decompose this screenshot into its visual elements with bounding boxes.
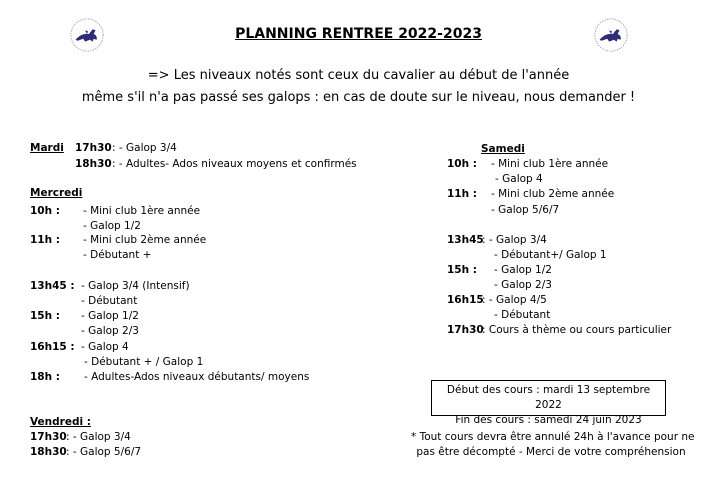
samedi-text: - Galop 2/3 bbox=[494, 279, 552, 291]
mercredi-text: - Galop 1/2 bbox=[81, 310, 139, 322]
mercredi-text: - Débutant + / Galop 1 bbox=[84, 356, 204, 368]
mercredi-text: - Mini club 1ère année bbox=[83, 205, 201, 217]
course-dates-box bbox=[431, 380, 666, 426]
mardi-text-2: : - Adultes- Ados niveaux moyens et confirmés bbox=[112, 158, 357, 170]
mercredi-text: - Galop 4 bbox=[81, 341, 129, 353]
samedi-text: - Mini club 1ère année bbox=[491, 158, 609, 170]
samedi-time: 15h : bbox=[447, 264, 477, 276]
vendredi-text: : - Galop 3/4 bbox=[66, 431, 131, 443]
samedi-time: 17h30 bbox=[447, 324, 484, 336]
intro-line-1: => Les niveaux notés sont ceux du cavalier au début de l'année bbox=[147, 68, 570, 83]
mercredi-text: - Débutant bbox=[81, 295, 138, 307]
mercredi-text: - Galop 3/4 (Intensif) bbox=[81, 280, 190, 292]
samedi-text: : Cours à thème ou cours particulier bbox=[482, 324, 672, 336]
samedi-text: - Mini club 2ème année bbox=[491, 188, 615, 200]
vendredi-time: 18h30 bbox=[30, 446, 67, 458]
day-mardi: Mardi bbox=[30, 142, 64, 154]
mardi-time-2: 18h30 bbox=[75, 158, 112, 170]
mercredi-time: 11h : bbox=[30, 234, 60, 246]
mercredi-text: - Débutant + bbox=[83, 249, 152, 261]
mercredi-text: - Galop 2/3 bbox=[81, 325, 139, 337]
samedi-text: - Galop 1/2 bbox=[494, 264, 552, 276]
samedi-text: - Galop 4 bbox=[495, 173, 543, 185]
mercredi-time: 13h45 : bbox=[30, 280, 75, 292]
samedi-text: : - Galop 4/5 bbox=[482, 294, 547, 306]
mercredi-text: - Adultes-Ados niveaux débutants/ moyens bbox=[84, 371, 310, 383]
course-end-date: Fin des cours : samedi 24 juin 2023 bbox=[455, 414, 642, 426]
samedi-text: - Débutant+/ Galop 1 bbox=[494, 249, 607, 261]
mercredi-text: - Mini club 2ème année bbox=[83, 234, 207, 246]
samedi-text: - Débutant bbox=[494, 309, 551, 321]
mercredi-time: 18h : bbox=[30, 371, 60, 383]
mercredi-text: - Galop 1/2 bbox=[83, 220, 141, 232]
intro-line-2: même s'il n'a pas passé ses galops : en cas de doute sur le niveau, nous demander ! bbox=[81, 90, 636, 105]
samedi-time: 11h : bbox=[447, 188, 477, 200]
day-samedi: Samedi bbox=[481, 143, 525, 155]
mercredi-time: 16h15 : bbox=[30, 341, 75, 353]
day-vendredi: Vendredi : bbox=[30, 416, 91, 428]
vendredi-time: 17h30 bbox=[30, 431, 67, 443]
samedi-text: - Galop 5/6/7 bbox=[491, 204, 560, 216]
mercredi-time: 10h : bbox=[30, 205, 60, 217]
samedi-time: 13h45 bbox=[447, 234, 484, 246]
samedi-time: 10h : bbox=[447, 158, 477, 170]
course-start-date: Début des cours : mardi 13 septembre 2022 bbox=[446, 384, 651, 411]
cancellation-note-line-2: pas être décompté - Merci de votre compréhension bbox=[416, 446, 686, 458]
samedi-time: 16h15 bbox=[447, 294, 484, 306]
cancellation-note-line-1: * Tout cours devra être annulé 24h à l'avance pour ne bbox=[411, 431, 695, 443]
mardi-text-1: : - Galop 3/4 bbox=[112, 142, 177, 154]
mercredi-time: 15h : bbox=[30, 310, 60, 322]
page-title: PLANNING RENTREE 2022-2023 bbox=[235, 26, 482, 42]
samedi-text: : - Galop 3/4 bbox=[482, 234, 547, 246]
vendredi-text: : - Galop 5/6/7 bbox=[66, 446, 142, 458]
mardi-time-1: 17h30 bbox=[75, 142, 112, 154]
day-mercredi: Mercredi bbox=[30, 187, 83, 199]
